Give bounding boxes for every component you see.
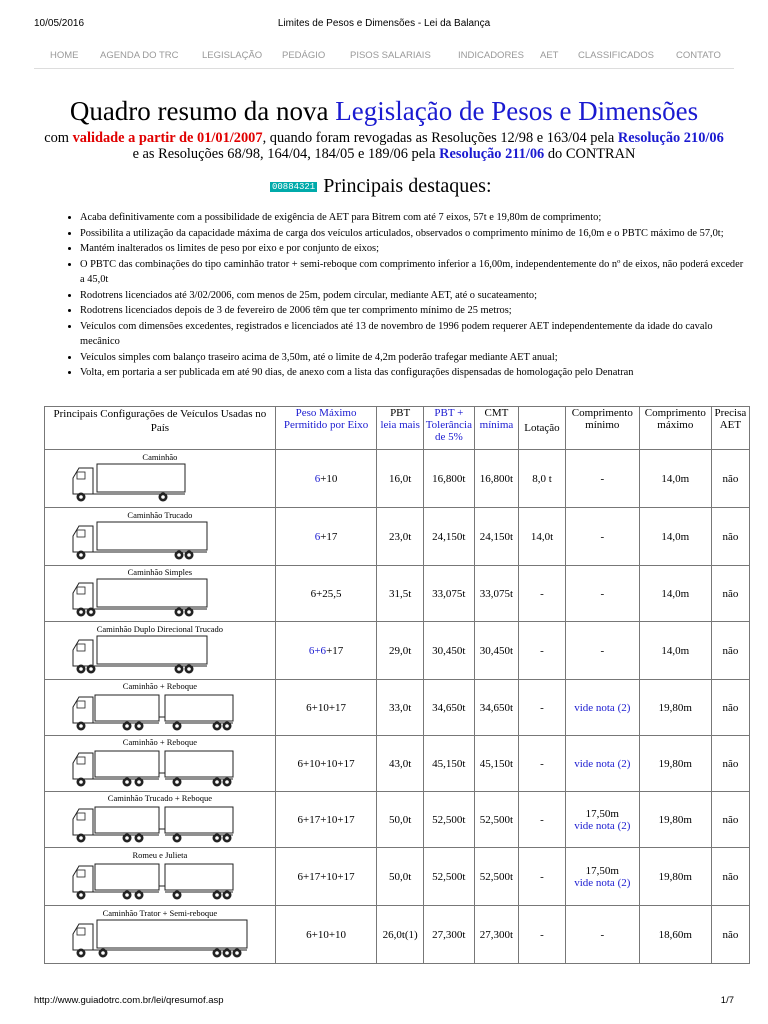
- page-title: Quadro resumo da nova Legislação de Pesos e Dimensões: [69, 96, 699, 126]
- vide-nota-link[interactable]: vide nota (2): [574, 757, 631, 770]
- cmt-cell: 52,500t: [474, 848, 518, 906]
- table-row: [45, 736, 750, 792]
- tolerancia-cell: 52,500t: [423, 792, 474, 848]
- comp-min-cell: -: [565, 450, 639, 508]
- pbt-cell: 26,0t(1): [377, 906, 424, 964]
- resolucao-210-link[interactable]: Resolução 210/06: [617, 130, 724, 146]
- vehicle-drawing: [45, 462, 275, 504]
- pbt-cell: 43,0t: [377, 736, 424, 792]
- table-row: [45, 792, 750, 848]
- comp-min-cell: 17,50m vide nota (2): [565, 792, 639, 848]
- vehicle-name: Caminhão Simples: [127, 567, 193, 577]
- tolerancia-cell: 52,500t: [423, 848, 474, 906]
- col-aet: Precisa AET: [711, 407, 749, 450]
- print-date: 10/05/2016: [34, 18, 85, 29]
- aet-cell: não: [711, 736, 749, 792]
- col-comp-max: Comprimento máximo: [639, 407, 711, 450]
- nav-home[interactable]: HOME: [50, 50, 79, 61]
- lotacao-cell: -: [519, 906, 566, 964]
- vehicle-name: Caminhão Trator + Semi-reboque: [102, 908, 218, 918]
- peso-cell: 6+10: [275, 450, 377, 508]
- aet-cell: não: [711, 450, 749, 508]
- table-row: [45, 508, 750, 566]
- col-comp-min: Comprimento mínimo: [565, 407, 639, 450]
- vide-nota-link[interactable]: vide nota (2): [574, 876, 631, 889]
- tolerancia-cell: 16,800t: [423, 450, 474, 508]
- comp-min-cell: [565, 680, 639, 736]
- tolerancia-cell: 34,650t: [423, 680, 474, 736]
- aet-cell: não: [711, 566, 749, 622]
- pbt-cell: 50,0t: [377, 792, 424, 848]
- lotacao-cell: -: [519, 848, 566, 906]
- vehicle-drawing: [45, 860, 275, 902]
- tolerancia-cell: 27,300t: [423, 906, 474, 964]
- lotacao-cell: -: [519, 622, 566, 680]
- nav-pedagio[interactable]: PEDÁGIO: [282, 50, 326, 61]
- aet-cell: não: [711, 622, 749, 680]
- comp-max-cell: 19,80m: [639, 680, 711, 736]
- vehicle-name: Caminhão Duplo Direcional Trucado: [96, 624, 224, 634]
- comp-min-cell: -: [565, 566, 639, 622]
- table-row: [45, 566, 750, 622]
- comp-max-cell: 19,80m: [639, 848, 711, 906]
- vehicle-name: Caminhão: [142, 452, 178, 462]
- col-cmt: CMT mínima: [474, 407, 518, 450]
- nav-pisos[interactable]: PISOS SALARIAIS: [350, 50, 431, 61]
- lotacao-cell: 14,0t: [519, 508, 566, 566]
- vehicle-drawing: [45, 520, 275, 562]
- vide-nota-link[interactable]: vide nota (2): [574, 701, 631, 714]
- pbt-cell: 23,0t: [377, 508, 424, 566]
- vehicle-cell: [45, 450, 276, 508]
- tolerancia-cell: 33,075t: [423, 566, 474, 622]
- list-item: • Veículos com dimensões excedentes, registrados e licenciados até 13 de novembro de 1996 podem requerer AET independentemente da idade do cavalo mecânico: [80, 319, 750, 350]
- print-footer: [34, 995, 734, 1006]
- table-row: [45, 848, 750, 906]
- pbt-cell: 16,0t: [377, 450, 424, 508]
- vehicle-name: Caminhão Trucado + Reboque: [107, 793, 212, 803]
- list-item: • Volta, em portaria a ser publicada em até 90 dias, de anexo com a lista das configurações dispensadas de homologação pelo Denatran: [80, 365, 750, 381]
- peso-cell: 6+25,5: [275, 566, 377, 622]
- vehicle-cell: [45, 848, 276, 906]
- pbt-cell: 33,0t: [377, 680, 424, 736]
- col-peso: Peso Máximo Permitido por Eixo: [275, 407, 377, 450]
- pbt-cell: 50,0t: [377, 848, 424, 906]
- lotacao-cell: 8,0 t: [519, 450, 566, 508]
- list-item: • Possibilita a utilização da capacidade máxima de carga dos veículos articulados, observados o comprimento mínimo de 16,0m e o PBTC máximo de 57,0t;: [80, 226, 750, 242]
- vehicle-cell: [45, 622, 276, 680]
- cmt-cell: 33,075t: [474, 566, 518, 622]
- vehicle-cell: [45, 906, 276, 964]
- subtitle-line-2: e as Resoluções 68/98, 164/04, 184/05 e 189/06 pela Resolução 211/06 do CONTRAN: [132, 146, 636, 162]
- list-item: • Veículos simples com balanço traseiro acima de 3,50m, até o limite de 4,2m poderão trafegar mediante AET anual;: [80, 350, 750, 366]
- cmt-cell: 45,150t: [474, 736, 518, 792]
- cmt-cell: 24,150t: [474, 508, 518, 566]
- pbt-cell: 31,5t: [377, 566, 424, 622]
- list-item: • Rodotrens licenciados até 3/02/2006, com menos de 25m, podem circular, mediante AET, até o sucateamento;: [80, 288, 750, 304]
- peso-cell: 6+10+10: [275, 906, 377, 964]
- nav-contato[interactable]: CONTATO: [676, 50, 721, 61]
- peso-cell: 6+17: [275, 508, 377, 566]
- aet-cell: não: [711, 848, 749, 906]
- vehicle-drawing: [45, 577, 275, 619]
- vehicle-drawing: [45, 634, 275, 676]
- vehicle-cell: [45, 792, 276, 848]
- lotacao-cell: -: [519, 736, 566, 792]
- vehicle-drawing: [45, 803, 275, 845]
- comp-min-cell: 17,50m vide nota (2): [565, 848, 639, 906]
- vehicle-cell: [45, 508, 276, 566]
- subtitle-line-1: com validade a partir de 01/01/2007, quando foram revogadas as Resoluções 12/98 e 163/04 pela Resolução 210/06: [44, 130, 724, 146]
- list-item: • Mantém inalterados os limites de peso por eixo e por conjunto de eixos;: [80, 241, 750, 257]
- col-lotacao: Lotação: [519, 407, 566, 450]
- lotacao-cell: -: [519, 566, 566, 622]
- title-link[interactable]: Legislação de Pesos e Dimensões: [335, 96, 699, 126]
- table-header-row: [45, 407, 750, 450]
- lotacao-cell: -: [519, 792, 566, 848]
- vehicle-cell: [45, 736, 276, 792]
- comp-max-cell: 14,0m: [639, 566, 711, 622]
- comp-max-cell: 19,80m: [639, 792, 711, 848]
- lotacao-cell: -: [519, 680, 566, 736]
- comp-max-cell: 19,80m: [639, 736, 711, 792]
- col-tolerancia: PBT + Tolerância de 5%: [423, 407, 474, 450]
- aet-cell: não: [711, 792, 749, 848]
- comp-max-cell: 14,0m: [639, 450, 711, 508]
- vehicle-name: Romeu e Julieta: [132, 850, 188, 860]
- nav-agenda[interactable]: AGENDA DO TRC: [100, 50, 179, 61]
- peso-cell: 6+6+17: [275, 622, 377, 680]
- vide-nota-link[interactable]: vide nota (2): [574, 819, 631, 832]
- cmt-cell: 16,800t: [474, 450, 518, 508]
- vehicle-name: Caminhão + Reboque: [122, 681, 197, 691]
- peso-cell: 6+10+17: [275, 680, 377, 736]
- peso-cell: 6+17+10+17: [275, 792, 377, 848]
- vehicle-drawing: [45, 918, 275, 960]
- vehicle-cell: [45, 566, 276, 622]
- nav-classificados[interactable]: CLASSIFICADOS: [578, 50, 655, 61]
- destaques-list: [60, 210, 750, 381]
- comp-min-cell: -: [565, 622, 639, 680]
- pbt-cell: 29,0t: [377, 622, 424, 680]
- table-row: [45, 450, 750, 508]
- list-item: • Acaba definitivamente com a possibilidade de exigência de AET para Bitrem com até 7 eixos, 57t e 19,80m de comprimento;: [80, 210, 750, 226]
- tolerancia-cell: 24,150t: [423, 508, 474, 566]
- list-item: • Rodotrens licenciados depois de 3 de fevereiro de 2006 têm que ter comprimento mínimo de 25 metros;: [80, 303, 750, 319]
- vehicle-name: Caminhão Trucado: [127, 510, 193, 520]
- nav-legislacao[interactable]: LEGISLAÇÃO: [202, 50, 263, 61]
- table-row: [45, 906, 750, 964]
- tolerancia-cell: 45,150t: [423, 736, 474, 792]
- resolucao-211-link[interactable]: Resolução 211/06: [439, 146, 545, 162]
- visit-counter: 00884321: [272, 182, 316, 192]
- vehicle-drawing: [45, 747, 275, 789]
- nav-indicadores[interactable]: INDICADORES: [458, 50, 524, 61]
- tolerancia-cell: 30,450t: [423, 622, 474, 680]
- vehicle-cell: [45, 680, 276, 736]
- peso-cell: 6+10+10+17: [275, 736, 377, 792]
- comp-max-cell: 14,0m: [639, 508, 711, 566]
- footer-url: http://www.guiadotrc.com.br/lei/qresumof.asp: [34, 995, 224, 1006]
- aet-cell: não: [711, 680, 749, 736]
- col-config: Principais Configurações de Veículos Usadas no País: [45, 407, 276, 450]
- vehicle-name: Caminhão + Reboque: [122, 737, 197, 747]
- list-item: • O PBTC das combinações do tipo caminhão trator + semi-reboque com comprimento inferior a 16,00m, independentemente do nº de eixos, não poderá exceder a 45,0t: [80, 257, 750, 288]
- comp-min-cell: -: [565, 508, 639, 566]
- col-pbt: PBT leia mais: [377, 407, 424, 450]
- aet-cell: não: [711, 508, 749, 566]
- peso-cell: 6+17+10+17: [275, 848, 377, 906]
- comp-min-cell: -: [565, 906, 639, 964]
- vehicle-drawing: [45, 691, 275, 733]
- cmt-cell: 52,500t: [474, 792, 518, 848]
- destaques-heading: 00884321 Principais destaques:: [272, 175, 492, 197]
- comp-max-cell: 14,0m: [639, 622, 711, 680]
- nav-aet[interactable]: AET: [540, 50, 559, 61]
- cmt-cell: 30,450t: [474, 622, 518, 680]
- comp-max-cell: 18,60m: [639, 906, 711, 964]
- table-row: [45, 680, 750, 736]
- cmt-cell: 34,650t: [474, 680, 518, 736]
- page-number: 1/7: [720, 995, 734, 1006]
- aet-cell: não: [711, 906, 749, 964]
- top-nav: [34, 42, 734, 69]
- table-row: [45, 622, 750, 680]
- print-title: Limites de Pesos e Dimensões - Lei da Balança: [277, 18, 491, 29]
- cmt-cell: 27,300t: [474, 906, 518, 964]
- config-table: [44, 406, 750, 964]
- comp-min-cell: [565, 736, 639, 792]
